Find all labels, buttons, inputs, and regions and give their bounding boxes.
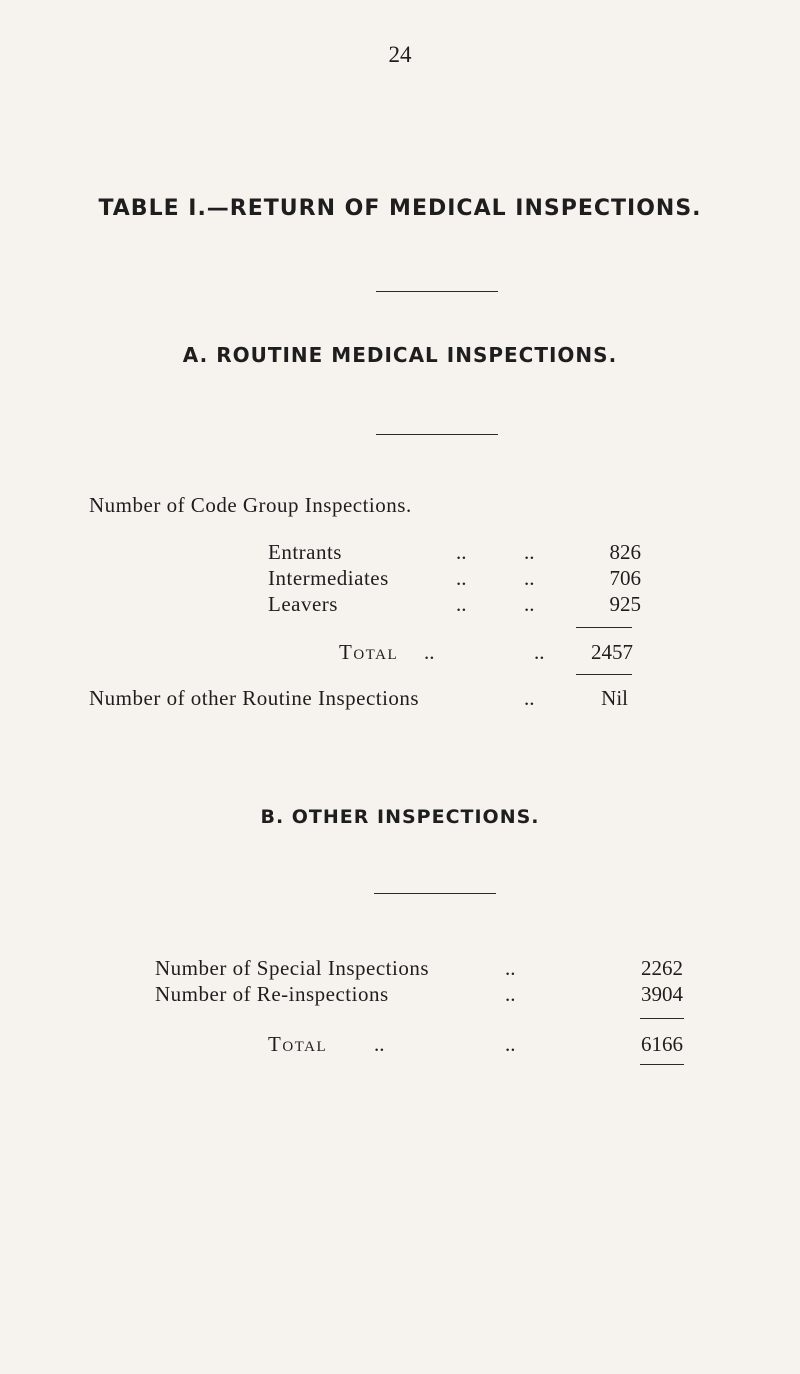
leader-dots: ..: [374, 1032, 385, 1056]
divider: [374, 893, 496, 894]
row-value: 826: [609, 540, 641, 564]
total-value: 2457: [591, 640, 633, 664]
divider: [376, 291, 498, 292]
row-value: 3904: [641, 982, 683, 1006]
sum-rule: [576, 627, 632, 628]
divider: [376, 434, 498, 435]
total-label: Total: [339, 640, 399, 664]
row-label: Intermediates: [268, 566, 389, 590]
leader-dots: ..: [524, 686, 535, 710]
leader-dots: ..: [534, 640, 545, 664]
leader-dots: ..: [524, 566, 535, 590]
row-label: Number of Re-inspections: [155, 982, 389, 1006]
page-number: 24: [388, 42, 412, 67]
section-b-heading: B. OTHER INSPECTIONS.: [260, 806, 540, 828]
leader-dots: ..: [456, 540, 467, 564]
row-label: Number of Special Inspections: [155, 956, 430, 980]
row-value: 925: [609, 592, 641, 616]
sum-rule: [640, 1018, 684, 1019]
total-value: 6166: [641, 1032, 683, 1056]
row-value: 706: [609, 566, 641, 590]
leader-dots: ..: [524, 592, 535, 616]
row-value: Nil: [601, 686, 628, 710]
leader-dots: ..: [456, 592, 467, 616]
leader-dots: ..: [505, 1032, 516, 1056]
code-group-intro: Number of Code Group Inspections.: [89, 493, 412, 517]
sum-rule: [640, 1064, 684, 1065]
leader-dots: ..: [424, 640, 435, 664]
section-a-heading: A. ROUTINE MEDICAL INSPECTIONS.: [182, 343, 618, 367]
row-label: Number of other Routine Inspections: [89, 686, 420, 710]
page-title: TABLE I.—RETURN OF MEDICAL INSPECTIONS.: [98, 196, 702, 221]
sum-rule: [576, 674, 632, 675]
leader-dots: ..: [505, 982, 516, 1006]
leader-dots: ..: [505, 956, 516, 980]
row-value: 2262: [641, 956, 683, 980]
leader-dots: ..: [456, 566, 467, 590]
total-label: Total: [268, 1032, 328, 1056]
leader-dots: ..: [524, 540, 535, 564]
row-label: Entrants: [268, 540, 342, 564]
row-label: Leavers: [268, 592, 338, 616]
